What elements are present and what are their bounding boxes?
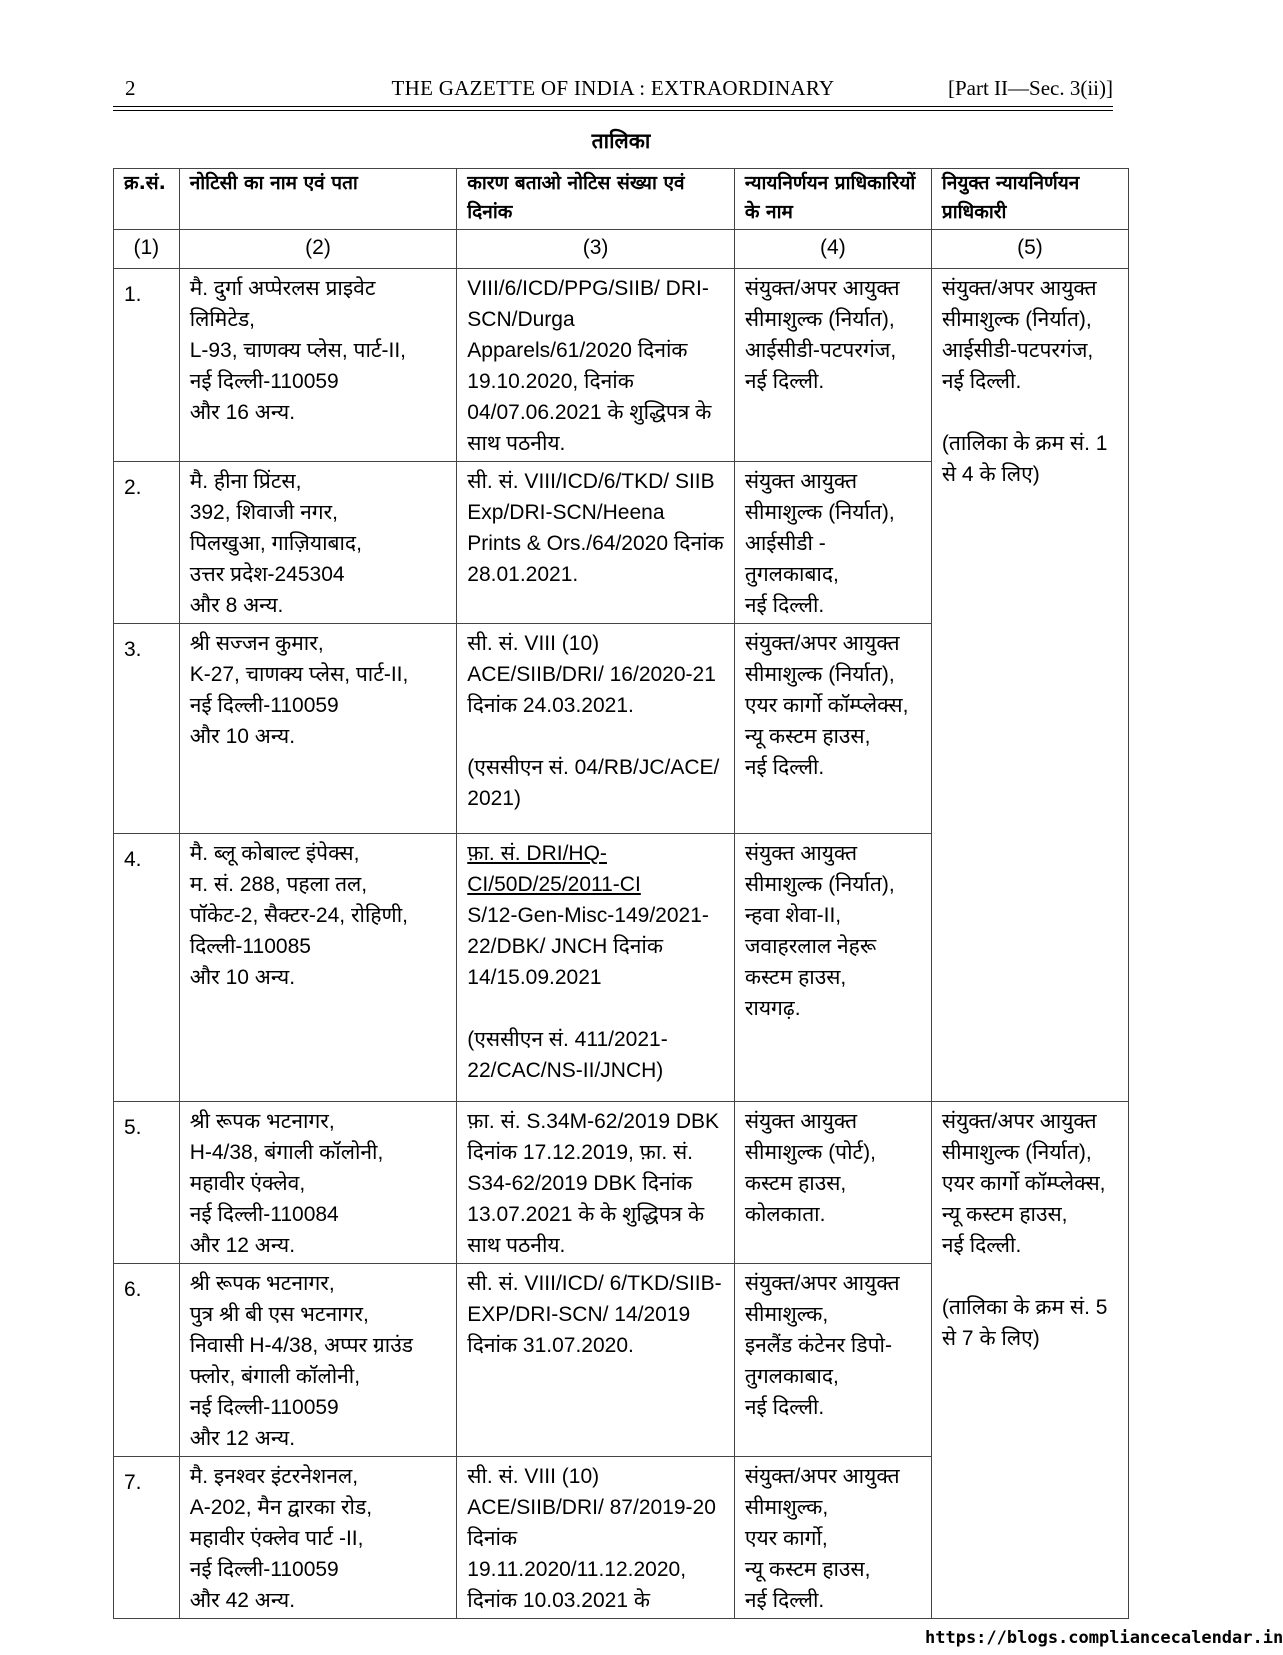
source-url: https://blogs.compliancecalendar.in [925,1628,1283,1648]
column-number: (4) [734,230,931,269]
adjudicating-authority: संयुक्त/अपर आयुक्त सीमाशुल्क (निर्यात), आईसीडी-पटपरगंज, नई दिल्ली. [734,269,931,462]
serial-number: 3. [114,624,180,834]
serial-number: 2. [114,462,180,624]
noticee-name-address: श्री सज्जन कुमार, K-27, चाणक्य प्लेस, पार्ट-II, नई दिल्ली-110059 और 10 अन्य. [179,624,457,834]
noticee-name-address: श्री रूपक भटनागर, H-4/38, बंगाली कॉलोनी, महावीर एंक्लेव, नई दिल्ली-110084 और 12 अन्य. [179,1102,457,1264]
noticee-name-address: मै. ब्लू कोबाल्ट इंपेक्स, म. सं. 288, पहला तल, पॉकेट-2, सैक्टर-24, रोहिणी, दिल्ली-110085 और 10 अन्य. [179,834,457,1102]
table-header-row [114,169,1129,230]
serial-number: 6. [114,1264,180,1457]
table-row [114,1102,1129,1264]
column-number-row [114,230,1129,269]
scn-number-rest: S/12-Gen-Misc-149/2021-22/DBK/ JNCH दिनांक 14/15.09.2021 (एससीएन सं. 411/2021-22/CAC/NS-II/JNCH) [467,904,709,1082]
serial-number: 7. [114,1457,180,1619]
column-number: (3) [457,230,735,269]
serial-number: 5. [114,1102,180,1264]
adjudicating-authority: संयुक्त आयुक्त सीमाशुल्क (निर्यात), आईसीडी - तुगलकाबाद, नई दिल्ली. [734,462,931,624]
column-header: नोटिसी का नाम एवं पता [179,169,457,230]
adjudicating-authority: संयुक्त/अपर आयुक्त सीमाशुल्क, एयर कार्गो, न्यू कस्टम हाउस, नई दिल्ली. [734,1457,931,1619]
table-row [114,269,1129,462]
column-header: नियुक्त न्यायनिर्णयन प्राधिकारी [931,169,1128,230]
table-caption: तालिका [591,129,651,153]
column-number: (1) [114,230,180,269]
gazette-title: THE GAZETTE OF INDIA : EXTRAORDINARY [391,76,835,100]
scn-underlined-file-number: फ़ा. सं. DRI/HQ-CI/50D/25/2011-CI [467,842,641,896]
appointed-authority: संयुक्त/अपर आयुक्त सीमाशुल्क (निर्यात), एयर कार्गो कॉम्प्लेक्स, न्यू कस्टम हाउस, नई दिल्ली. (तालिका के क्रम सं. 5 से 7 के लिए) [931,1102,1128,1619]
adjudicating-authority: संयुक्त आयुक्त सीमाशुल्क (पोर्ट), कस्टम हाउस, कोलकाता. [734,1102,931,1264]
adjudicating-authority: संयुक्त आयुक्त सीमाशुल्क (निर्यात), न्हवा शेवा-II, जवाहरलाल नेहरू कस्टम हाउस, रायगढ़. [734,834,931,1102]
scn-number-date: सी. सं. VIII/ICD/6/TKD/ SIIB Exp/DRI-SCN/Heena Prints & Ors./64/2020 दिनांक 28.01.2021. [457,462,735,624]
scn-number-date: सी. सं. VIII (10) ACE/SIIB/DRI/ 87/2019-20 दिनांक 19.11.2020/11.12.2020, दिनांक 10.03.2021 के [457,1457,735,1619]
column-header: न्यायनिर्णयन प्राधिकारियों के नाम [734,169,931,230]
noticee-name-address: मै. दुर्गा अप्पेरलस प्राइवेट लिमिटेड, L-93, चाणक्य प्लेस, पार्ट-II, नई दिल्ली-110059 और 16 अन्य. [179,269,457,462]
scn-number-date: VIII/6/ICD/PPG/SIIB/ DRI-SCN/Durga Apparels/61/2020 दिनांक 19.10.2020, दिनांक 04/07.06.2021 के शुद्धिपत्र के साथ पठनीय. [457,269,735,462]
adjudication-table [113,168,1129,1619]
scn-number-date [457,834,735,1102]
serial-number: 4. [114,834,180,1102]
column-number: (2) [179,230,457,269]
scn-number-date: सी. सं. VIII (10) ACE/SIIB/DRI/ 16/2020-21 दिनांक 24.03.2021. (एससीएन सं. 04/RB/JC/ACE/ 2021) [457,624,735,834]
page-header [113,76,1113,106]
appointed-authority: संयुक्त/अपर आयुक्त सीमाशुल्क (निर्यात), आईसीडी-पटपरगंज, नई दिल्ली. (तालिका के क्रम सं. 1 से 4 के लिए) [931,269,1128,1102]
noticee-name-address: मै. इनश्वर इंटरनेशनल, A-202, मैन द्वारका रोड, महावीर एंक्लेव पार्ट -II, नई दिल्ली-110059 और 42 अन्य. [179,1457,457,1619]
scn-number-date: सी. सं. VIII/ICD/ 6/TKD/SIIB-EXP/DRI-SCN/ 14/2019 दिनांक 31.07.2020. [457,1264,735,1457]
column-header: क्र.सं. [114,169,180,230]
noticee-name-address: श्री रूपक भटनागर, पुत्र श्री बी एस भटनागर, निवासी H-4/38, अप्पर ग्राउंड फ्लोर, बंगाली कॉलोनी, नई दिल्ली-110059 और 12 अन्य. [179,1264,457,1457]
serial-number: 1. [114,269,180,462]
page-number: 2 [125,76,136,100]
column-header: कारण बताओ नोटिस संख्या एवं दिनांक [457,169,735,230]
scn-number-date: फ़ा. सं. S.34M-62/2019 DBK दिनांक 17.12.2019, फ़ा. सं. S34-62/2019 DBK दिनांक 13.07.2021 के के शुद्धिपत्र के साथ पठनीय. [457,1102,735,1264]
adjudicating-authority: संयुक्त/अपर आयुक्त सीमाशुल्क, इनलैंड कंटेनर डिपो-तुगलकाबाद, नई दिल्ली. [734,1264,931,1457]
header-rule [113,106,1113,107]
adjudicating-authority: संयुक्त/अपर आयुक्त सीमाशुल्क (निर्यात), एयर कार्गो कॉम्प्लेक्स, न्यू कस्टम हाउस, नई दिल्ली. [734,624,931,834]
column-number: (5) [931,230,1128,269]
noticee-name-address: मै. हीना प्रिंटस, 392, शिवाजी नगर, पिलखुआ, गाज़ियाबाद, उत्तर प्रदेश-245304 और 8 अन्य. [179,462,457,624]
header-rule-double [113,110,1113,111]
part-section: [Part II—Sec. 3(ii)] [947,76,1113,100]
